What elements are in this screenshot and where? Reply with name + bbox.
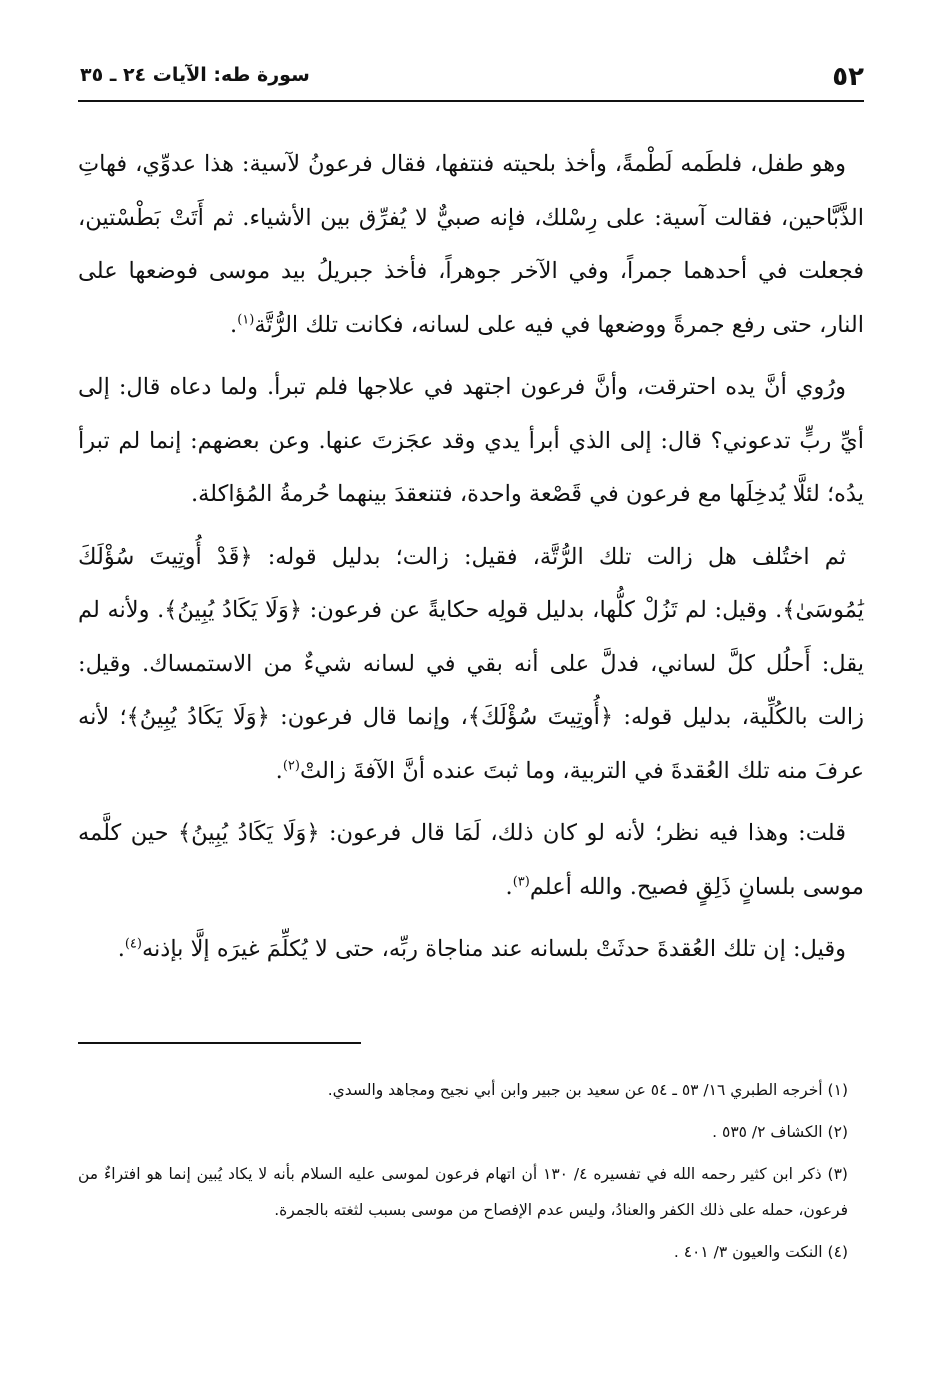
paragraph: قلت: وهذا فيه نظر؛ لأنه لو كان ذلك، لَمَا قال فرعون: ﴿وَلَا يَكَادُ يُبِينُ﴾ حين كلَّمه موسى بلسانٍ ذَلِقٍ فصيح. والله أعلم$^{(٣)}$. <box>78 820 864 900</box>
footnote-number: (١) <box>827 1081 848 1099</box>
footnotes <box>78 1072 848 1276</box>
footnote-number: (٣) <box>827 1165 848 1183</box>
paragraph: وهو طفل، فلطَمه لَطْمةً، وأخذ بلحيته فنتفها، فقال فرعونُ لآسية: هذا عدوِّي، فهاتِ الذَّبَّاحين، فقالت آسية: على رِسْلك، فإنه صبيٌّ لا يُفرِّق بين الأشياء. ثم أَتَتْ بَطْسْتين، فجعلت في أحدهما جمراً، وفي الآخر جوهراً، فأخذ جبريلُ بيد موسى فوضعها على النار، حتى رفع جمرةً ووضعها في فيه على لسانه، فكانت تلك الرُّتَّة$^{(١)}$. <box>78 151 864 338</box>
paragraph: ثم اختُلف هل زالت تلك الرُّتَّة، فقيل: زالت؛ بدليل قوله: ﴿قَدْ أُوتِيتَ سُؤْلَكَ يَٰمُوسَىٰ﴾. وقيل: لم تَزُلْ كلُّها، بدليل قولِه حكايةً عن فرعون: ﴿وَلَا يَكَادُ يُبِينُ﴾. ولأنه لم يقل: أَحلُل كلَّ لساني، فدلَّ على أنه بقي في لسانه شيءٌ من الاستمساك. وقيل: زالت بالكُلِّية، بدليل قوله: ﴿أُوتِيتَ سُؤْلَكَ﴾، وإنما قال فرعون: ﴿وَلَا يَكَادُ يُبِينُ﴾؛ لأنه عرفَ منه تلك العُقدةَ في التربية، وما ثبتَ عنده أنَّ الآفةَ زالتْ$^{(٢)}$. <box>78 543 864 784</box>
footnote-text: الكشاف ٢/ ٥٣٥ . <box>712 1123 823 1141</box>
footnote-reference: (٢) <box>282 758 300 773</box>
footnote-divider <box>78 1042 361 1044</box>
page-number: ٥٢ <box>832 62 864 92</box>
paragraph: وقيل: إن تلك العُقدةَ حدثَتْ بلسانه عند مناجاة ربِّه، حتى لا يُكلِّمَ غيرَه إلَّا بإذنه$^{(٤)}$. <box>117 936 846 962</box>
footnote <box>78 1072 848 1108</box>
footnote-text: أخرجه الطبري ١٦/ ٥٣ ـ ٥٤ عن سعيد بن جبير وابن أبي نجيح ومجاهد والسدي. <box>327 1081 823 1099</box>
footnote <box>78 1114 848 1150</box>
footnote-reference: (٣) <box>512 874 530 889</box>
main-text <box>78 138 864 986</box>
footnote-reference: (١) <box>237 312 255 327</box>
footnote-reference: (٤) <box>124 936 142 952</box>
footnote <box>78 1234 848 1270</box>
footnote <box>78 1156 848 1228</box>
footnote-number: (٢) <box>827 1123 848 1141</box>
paragraph: ورُوي أنَّ يده احترقت، وأنَّ فرعون اجتهد في علاجها فلم تبرأ. ولما دعاه قال: إلى أيِّ ربٍّ تدعوني؟ قال: إلى الذي أبرأ يدي وقد عجَزتَ عنها. وعن بعضهم: إنما لم تبرأ يدُه؛ لئلَّا يُدخِلَها مع فرعون في قَصْعة واحدة، فتنعقدَ بينهما حُرمةُ المُؤاكلة. <box>78 374 864 507</box>
page-header <box>78 60 864 102</box>
running-title: سورة طه: الآيات ٢٤ ـ ٣٥ <box>80 64 310 86</box>
footnote-text: ذكر ابن كثير رحمه الله في تفسيره ٤/ ١٣٠ أن اتهام فرعون لموسى عليه السلام بأنه لا يكاد يُبين إنما هو افتراءٌ من فرعون، حمله على ذلك الكفر والعنادُ، وليس عدم الإفصاح من موسى بسبب لثغته بالجمرة. <box>78 1165 848 1219</box>
footnote-text: النكت والعيون ٣/ ٤٠١ . <box>673 1243 823 1261</box>
footnote-number: (٤) <box>827 1243 848 1261</box>
